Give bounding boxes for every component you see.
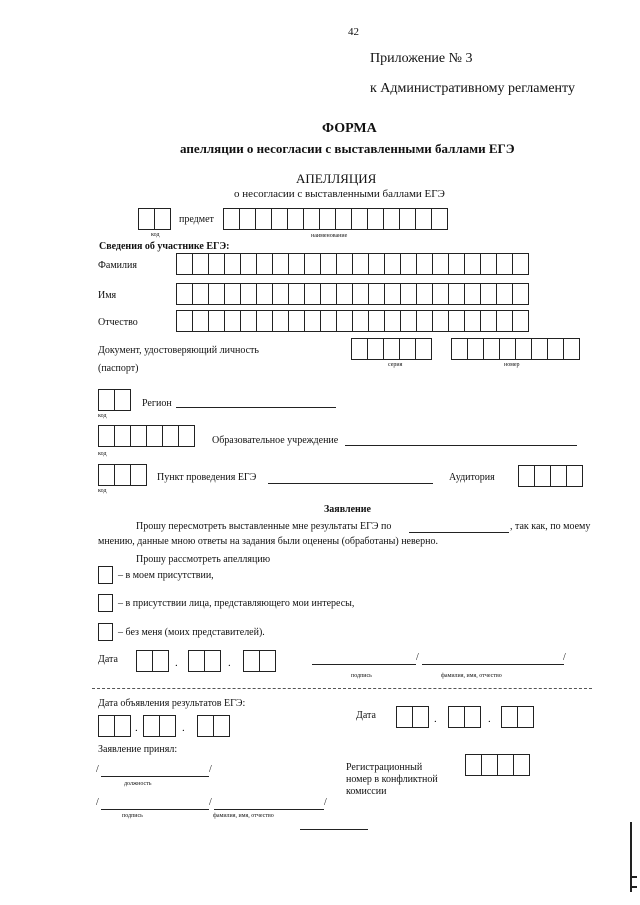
applicant-fio-caption: фамилия, имя, отчество	[441, 673, 502, 679]
region-code-boxes[interactable]	[98, 389, 130, 411]
subject-name-boxes[interactable]	[223, 208, 447, 230]
slash-separator: /	[209, 764, 212, 775]
reg-number-label-2: номер в конфликтной	[346, 774, 438, 785]
school-code-boxes[interactable]	[98, 425, 194, 447]
commission-date-year-boxes[interactable]	[501, 706, 533, 728]
appeal-heading: АПЕЛЛЯЦИЯ	[296, 171, 377, 186]
passport-number-boxes[interactable]	[451, 338, 579, 360]
bottom-short-line	[300, 829, 368, 830]
applicant-fio-line[interactable]	[422, 664, 564, 665]
option-representative-label: – в присутствии лица, представляющего мои интересы,	[118, 598, 355, 609]
results-date-month-boxes[interactable]	[143, 715, 175, 737]
exam-point-line[interactable]	[268, 483, 433, 484]
appendix-number: Приложение № 3	[370, 51, 473, 66]
subject-code-boxes[interactable]	[138, 208, 170, 230]
option-in-presence-label: – в моем присутствии,	[118, 570, 214, 581]
date-separator: .	[135, 722, 138, 734]
date-separator: .	[175, 657, 178, 669]
commission-date-month-boxes[interactable]	[448, 706, 480, 728]
name-label: Имя	[98, 290, 117, 301]
statement-text-part1: Прошу пересмотреть выставленные мне результаты ЕГЭ по	[136, 521, 392, 532]
applicant-signature-line[interactable]	[312, 664, 416, 665]
school-code-caption: код	[98, 451, 107, 457]
option-without-me-label: – без меня (моих представителей).	[118, 627, 265, 638]
results-announce-label: Дата объявления результатов ЕГЭ:	[98, 698, 246, 709]
position-caption: должность	[124, 781, 152, 787]
date-separator: .	[228, 657, 231, 669]
school-line[interactable]	[345, 445, 577, 446]
statement-text-line2: мнению, данные мною ответы на задания были оценены (обработаны) неверно.	[98, 536, 438, 547]
slash-separator: /	[416, 652, 419, 663]
option-in-presence-checkbox[interactable]	[98, 566, 113, 584]
accepted-fio-line[interactable]	[214, 809, 324, 810]
patronymic-label: Отчество	[98, 317, 138, 328]
statement-text-part2: , так как, по моему	[510, 521, 591, 532]
appeal-subheading: о несогласии с выставленными баллами ЕГЭ	[234, 188, 445, 200]
slash-separator: /	[324, 797, 327, 808]
participant-heading: Сведения об участнике ЕГЭ:	[99, 241, 230, 252]
surname-boxes[interactable]	[176, 253, 528, 275]
option-representative-checkbox[interactable]	[98, 594, 113, 612]
date-separator: .	[488, 713, 491, 725]
subject-code-caption: код	[151, 232, 160, 238]
accepted-label: Заявление принял:	[98, 744, 178, 755]
name-boxes[interactable]	[176, 283, 528, 305]
patronymic-boxes[interactable]	[176, 310, 528, 332]
room-boxes[interactable]	[518, 465, 582, 487]
accepted-fio-caption: фамилия, имя, отчество	[213, 813, 274, 819]
form-title: ФОРМА	[322, 121, 377, 136]
region-code-caption: код	[98, 413, 107, 419]
date-separator: .	[434, 713, 437, 725]
results-date-year-boxes[interactable]	[197, 715, 229, 737]
room-label: Аудитория	[449, 472, 495, 483]
appendix-regulation: к Административному регламенту	[370, 81, 575, 96]
page-number: 42	[348, 26, 359, 38]
scan-corner-mark	[630, 876, 637, 888]
exam-point-code-caption: код	[98, 488, 107, 494]
school-label: Образовательное учреждение	[212, 435, 339, 446]
reg-number-label-3: комиссии	[346, 786, 387, 797]
slash-separator: /	[96, 764, 99, 775]
accepted-signature-line[interactable]	[101, 809, 209, 810]
statement-subject-line[interactable]	[409, 532, 509, 533]
option-without-me-checkbox[interactable]	[98, 623, 113, 641]
slash-separator: /	[563, 652, 566, 663]
statement-date-day-boxes[interactable]	[136, 650, 168, 672]
series-caption: серия	[388, 362, 403, 368]
accepted-signature-caption: подпись	[122, 813, 143, 819]
statement-heading: Заявление	[324, 504, 371, 515]
statement-date-year-boxes[interactable]	[243, 650, 275, 672]
applicant-signature-caption: подпись	[351, 673, 372, 679]
surname-label: Фамилия	[98, 260, 137, 271]
passport-series-boxes[interactable]	[351, 338, 431, 360]
statement-date-month-boxes[interactable]	[188, 650, 220, 672]
date-separator: .	[182, 722, 185, 734]
position-line[interactable]	[101, 776, 209, 777]
document-label-passport: (паспорт)	[98, 363, 139, 374]
commission-date-label: Дата	[356, 710, 376, 721]
region-line[interactable]	[176, 407, 336, 408]
statement-date-label: Дата	[98, 654, 118, 665]
document-label: Документ, удостоверяющий личность	[98, 345, 259, 356]
reg-number-boxes[interactable]	[465, 754, 529, 776]
subject-label: предмет	[179, 214, 214, 225]
commission-date-day-boxes[interactable]	[396, 706, 428, 728]
exam-point-label: Пункт проведения ЕГЭ	[157, 472, 257, 483]
results-date-day-boxes[interactable]	[98, 715, 130, 737]
exam-point-code-boxes[interactable]	[98, 464, 146, 486]
slash-separator: /	[209, 797, 212, 808]
subject-name-caption: наименование	[311, 233, 348, 239]
region-label: Регион	[142, 398, 172, 409]
slash-separator: /	[96, 797, 99, 808]
reg-number-label-1: Регистрационный	[346, 762, 423, 773]
number-caption: номер	[504, 362, 520, 368]
section-divider	[92, 688, 592, 689]
form-subtitle: апелляции о несогласии с выставленными баллами ЕГЭ	[180, 141, 515, 156]
statement-request: Прошу рассмотреть апелляцию	[136, 554, 271, 565]
